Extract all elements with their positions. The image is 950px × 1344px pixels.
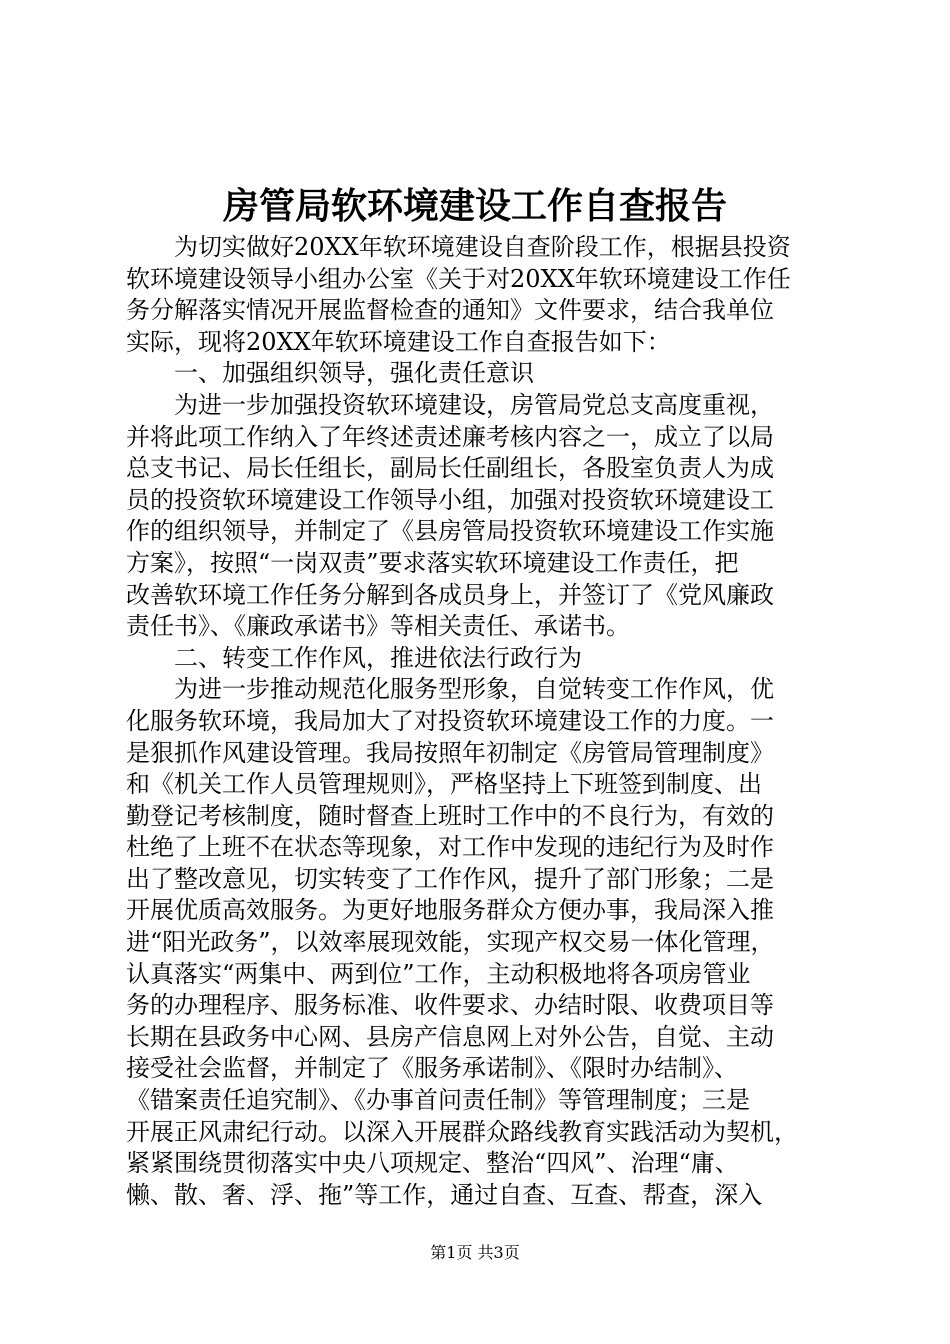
text-line: 为进一步推动规范化服务型形象，自觉转变工作作风，优: [174, 675, 774, 704]
text-line: 开展优质高效服务。为更好地服务群众方便办事，我局深入推: [126, 896, 774, 925]
text-line: 懒、散、奢、浮、拖”等工作，通过自查、互查、帮查，深入: [126, 1180, 763, 1209]
text-line: 员的投资软环境建设工作领导小组，加强对投资软环境建设工: [126, 485, 774, 514]
document-title: 房管局软环境建设工作自查报告: [222, 185, 727, 227]
text-line: 开展正风肃纪行动。以深入开展群众路线教育实践活动为契机，: [126, 1117, 798, 1146]
text-line: 务分解落实情况开展监督检查的通知》文件要求，结合我单位: [126, 296, 774, 325]
text-line: 化服务软环境，我局加大了对投资软环境建设工作的力度。一: [126, 706, 774, 735]
text-line: 长期在县政务中心网、县房产信息网上对外公告，自觉、主动: [126, 1022, 774, 1051]
text-line: 改善软环境工作任务分解到各成员身上，并签订了《党风廉政: [126, 580, 774, 609]
text-line: 作的组织领导，并制定了《县房管局投资软环境建设工作实施: [126, 517, 774, 546]
document-body: [126, 232, 846, 1211]
text-line: 勤登记考核制度，随时督查上班时工作中的不良行为，有效的: [126, 801, 774, 830]
text-line: 一、加强组织领导，强化责任意识: [174, 359, 534, 388]
text-line: 总支书记、局长任组长，副局长任副组长，各股室负责人为成: [126, 454, 774, 483]
text-line: 二、转变工作作风，推进依法行政行为: [174, 643, 582, 672]
text-line: 进“阳光政务”，以效率展现效能，实现产权交易一体化管理，: [126, 928, 775, 957]
text-line: 方案》，按照“一岗双责”要求落实软环境建设工作责任，把: [126, 548, 739, 577]
text-line: 和《机关工作人员管理规则》，严格坚持上下班签到制度、出: [126, 770, 762, 799]
text-line: 出了整改意见，切实转变了工作作风，提升了部门形象；二是: [126, 864, 774, 893]
page-footer: 第1页 共3页: [430, 1243, 520, 1262]
text-line: 责任书》、《廉政承诺书》等相关责任、承诺书。: [126, 612, 630, 641]
text-line: 软环境建设领导小组办公室《关于对20XX年软环境建设工作任: [126, 264, 791, 293]
text-line: 为切实做好20XX年软环境建设自查阶段工作，根据县投资: [174, 233, 791, 261]
text-line: 认真落实“两集中、两到位”工作，主动积极地将各项房管业: [126, 959, 751, 988]
text-line: 紧紧围绕贯彻落实中央八项规定、整治“四风”、治理“庸、: [126, 1149, 739, 1178]
text-line: 是狠抓作风建设管理。我局按照年初制定《房管局管理制度》: [126, 738, 774, 767]
text-line: 实际，现将20XX年软环境建设工作自查报告如下：: [126, 327, 671, 356]
text-line: 并将此项工作纳入了年终述责述廉考核内容之一，成立了以局: [126, 422, 774, 451]
text-line: 为进一步加强投资软环境建设，房管局党总支高度重视，: [174, 390, 774, 419]
text-line: 接受社会监督，并制定了《服务承诺制》、《限时办结制》、: [126, 1054, 738, 1083]
text-line: 务的办理程序、服务标准、收件要求、办结时限、收费项目等: [126, 991, 774, 1020]
text-line: 杜绝了上班不在状态等现象，对工作中发现的违纪行为及时作: [126, 833, 774, 862]
text-line: 《错案责任追究制》、《办事首问责任制》等管理制度；三是: [126, 1086, 750, 1115]
